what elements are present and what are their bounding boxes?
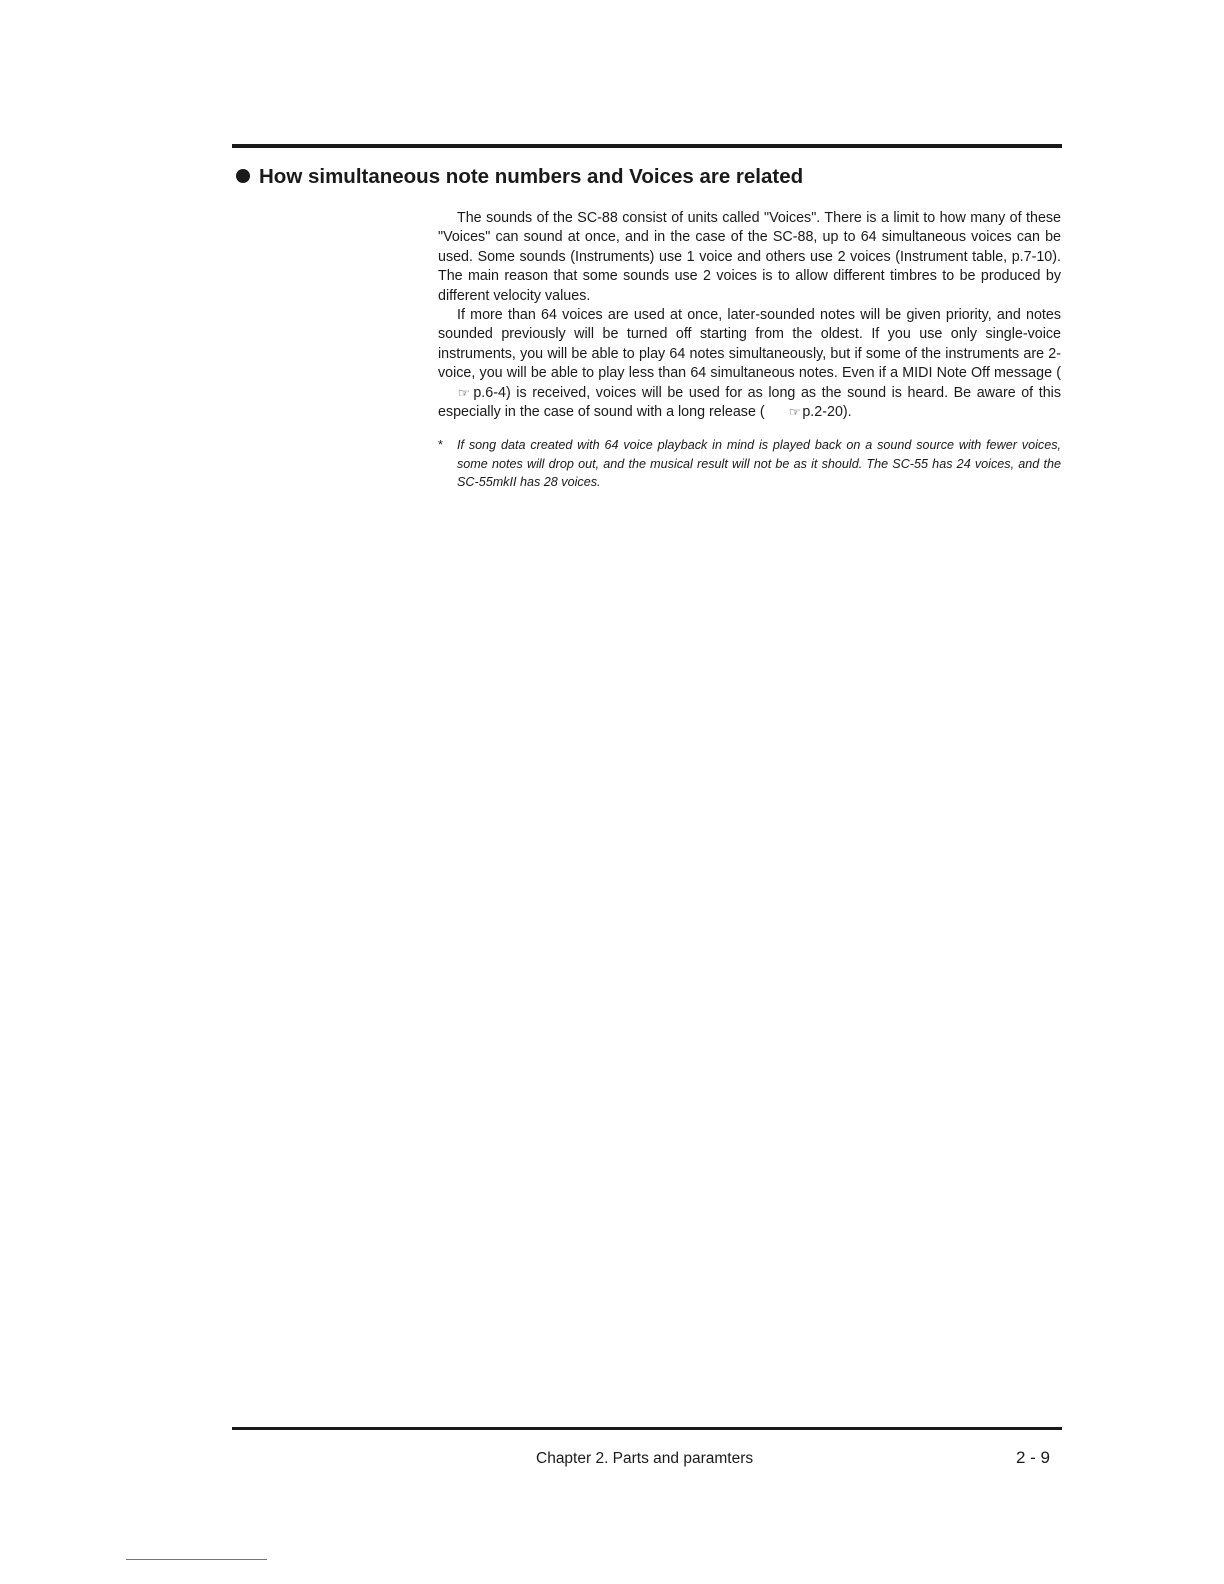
paragraph-priority: [438, 306, 1061, 422]
paragraph-voices: The sounds of the SC-88 consist of units called "Voices". There is a limit to how many of these "Voices" can sound at once, and in the case of the SC-88, up to 64 simultaneous voices can be used. Some sounds (Instruments) use 1 voice and others use 2 voices (Instrument table, p.7-10). The main reason that some sounds use 2 voices is to allow different timbres to be produced by different velocity values.: [438, 210, 1061, 304]
paragraph-priority-text-3: ).: [842, 404, 852, 421]
page-reference-6-4: p.6-4: [473, 384, 506, 401]
footer-chapter-title: Chapter 2. Parts and paramters: [536, 1450, 754, 1467]
section-heading: [236, 163, 1066, 191]
footnote-text: If song data created with 64 voice playback in mind is played back on a sound source with fewer voices, some notes will drop out, and the musical result will not be as it should. The SC-55 has 24 voices, and the SC-55mkII has 28 voices.: [457, 438, 1061, 490]
pointing-hand-icon: ☞: [788, 405, 801, 420]
bottom-rule: [232, 1427, 1062, 1430]
top-rule: [232, 144, 1062, 148]
section-heading-text: How simultaneous note numbers and Voices are related: [259, 165, 804, 188]
page-reference-2-20: p.2-20: [802, 404, 843, 421]
paragraph-priority-text-2: ) is received, voices will be used for as long as the sound is heard. Be aware of this especially in the case of sound with a long release (: [438, 384, 1061, 421]
footnote: [438, 436, 1061, 491]
footer-page-number: 2 - 9: [1016, 1448, 1051, 1467]
paragraph-priority-text-1: If more than 64 voices are used at once, later-sounded notes will be given priority, and notes sounded previously will be turned off starting from the oldest. If you use only single-voice instruments, you will be able to play 64 notes simultaneously, but if some of the instruments are 2-voice, you will be able to play less than 64 simultaneous notes. Even if a MIDI Note Off message (: [438, 307, 1061, 382]
scan-artifact-line: [126, 1559, 267, 1560]
asterisk-mark: *: [438, 438, 443, 453]
pointing-hand-icon: ☞: [457, 385, 470, 400]
bullet-icon: [236, 169, 250, 183]
body-column: [438, 209, 1061, 491]
